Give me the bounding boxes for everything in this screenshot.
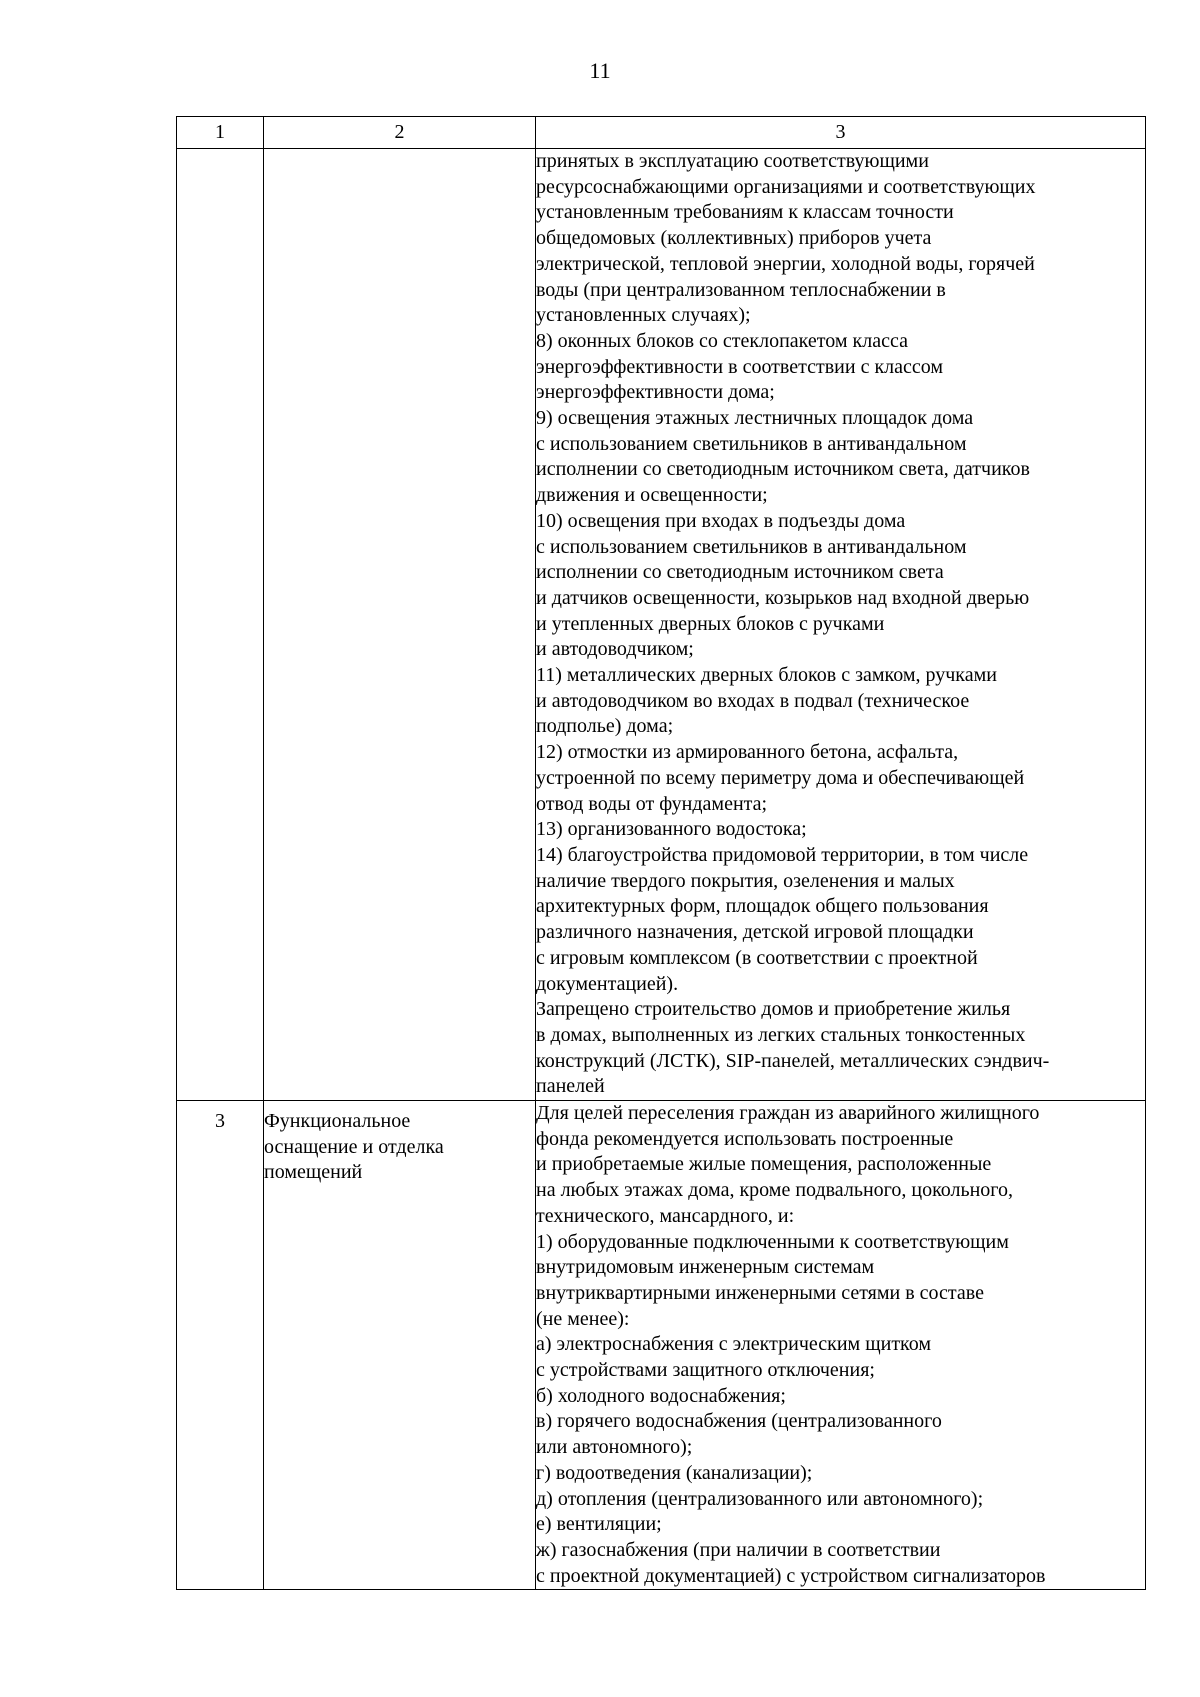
row-name-cell (264, 149, 536, 1101)
text-line: 12) отмостки из армированного бетона, асфальта, (536, 741, 959, 764)
text-line: и датчиков освещенности, козырьков над входной дверью (536, 586, 1030, 609)
text-line: электрической, тепловой энергии, холодной воды, горячей (536, 252, 1035, 275)
text-line: документацией). (536, 972, 679, 995)
text-line: исполнении со светодиодным источником света (536, 561, 944, 584)
text-line: общедомовых (коллективных) приборов учета (536, 227, 932, 250)
text-line: фонда рекомендуется использовать построенные (536, 1127, 954, 1150)
text-line: движения и освещенности; (536, 484, 768, 507)
text-line: с использованием светильников в антивандальном (536, 535, 967, 558)
text-line: ж) газоснабжения (при наличии в соответствии (536, 1538, 941, 1561)
text-line: технического, мансардного, и: (536, 1204, 795, 1227)
header-cell-3: 3 (536, 117, 1146, 149)
text-line: 8) оконных блоков со стеклопакетом класса (536, 329, 908, 352)
text-line: подполье) дома; (536, 715, 674, 738)
text-line: 1) оборудованные подключенными к соответствующим (536, 1230, 1009, 1253)
text-line: а) электроснабжения с электрическим щитком (536, 1333, 932, 1356)
text-line: внутриквартирными инженерными сетями в составе (536, 1281, 984, 1304)
text-line: и автодоводчиком; (536, 638, 694, 661)
text-line: е) вентиляции; (536, 1513, 662, 1536)
text-line: и автодоводчиком во входах в подвал (техническое (536, 689, 970, 712)
page-number: 11 (589, 58, 611, 83)
text-line: установленных случаях); (536, 304, 751, 327)
text-line: или автономного); (536, 1436, 693, 1459)
text-line: и утепленных дверных блоков с ручками (536, 612, 885, 635)
text-line: устроенной по всему периметру дома и обеспечивающей (536, 766, 1025, 789)
text-line: исполнении со светодиодным источником света, датчиков (536, 458, 1030, 481)
text-line: и приобретаемые жилые помещения, расположенные (536, 1153, 992, 1176)
row-number-cell (177, 149, 264, 1101)
requirements-table (176, 116, 1146, 1590)
row-name-cell (264, 1101, 536, 1590)
text-line: внутридомовым инженерным системам (536, 1256, 875, 1279)
text-line: установленным требованиям к классам точности (536, 201, 954, 224)
text-line: архитектурных форм, площадок общего пользования (536, 895, 989, 918)
text-line: панелей (536, 1075, 605, 1098)
text-line: конструкций (ЛСТК), SIP-панелей, металлических сэндвич- (536, 1049, 1050, 1072)
row-text-cell (536, 149, 1146, 1101)
table-header-row (177, 117, 1146, 149)
text-line: (не менее): (536, 1307, 630, 1330)
text-line: принятых в эксплуатацию соответствующими (536, 150, 929, 172)
header-cell-1: 1 (177, 117, 264, 149)
text-line: с использованием светильников в антивандальном (536, 432, 967, 455)
text-line: на любых этажах дома, кроме подвального, цокольного, (536, 1179, 1014, 1202)
text-line: помещений (264, 1161, 363, 1184)
text-line: отвод воды от фундамента; (536, 792, 768, 815)
header-cell-2: 2 (264, 117, 536, 149)
text-line: оснащение и отделка (264, 1135, 444, 1158)
text-line: энергоэффективности дома; (536, 381, 775, 404)
text-line: ресурсоснабжающими организациями и соответствующих (536, 175, 1036, 198)
text-line: наличие твердого покрытия, озеленения и малых (536, 869, 955, 892)
text-line: 10) освещения при входах в подъезды дома (536, 509, 906, 532)
text-line: в домах, выполненных из легких стальных тонкостенных (536, 1023, 1026, 1046)
text-line: различного назначения, детской игровой площадки (536, 921, 974, 944)
text-line: д) отопления (централизованного или автономного); (536, 1487, 984, 1510)
text-line: в) горячего водоснабжения (централизованного (536, 1410, 942, 1433)
text-line: 13) организованного водостока; (536, 818, 807, 841)
text-line: 9) освещения этажных лестничных площадок дома (536, 407, 974, 430)
text-line: с игровым комплексом (в соответствии с проектной (536, 946, 978, 969)
text-line: 11) металлических дверных блоков с замком, ручками (536, 664, 997, 687)
row-text-cell (536, 1101, 1146, 1590)
text-line: энергоэффективности в соответствии с классом (536, 355, 944, 378)
text-line: Для целей переселения граждан из аварийного жилищного (536, 1102, 1040, 1125)
table-row (177, 149, 1146, 1101)
text-line: Функциональное (264, 1110, 411, 1133)
text-line: г) водоотведения (канализации); (536, 1461, 813, 1484)
text-line: с устройствами защитного отключения; (536, 1359, 875, 1382)
table-row (177, 1101, 1146, 1590)
text-line: с проектной документацией) с устройством сигнализаторов (536, 1564, 1046, 1587)
text-line: 14) благоустройства придомовой территории, в том числе (536, 843, 1029, 866)
text-line: воды (при централизованном теплоснабжении в (536, 278, 946, 301)
row-number-cell: 3 (177, 1101, 264, 1590)
text-line: Запрещено строительство домов и приобретение жилья (536, 998, 1011, 1021)
text-line: б) холодного водоснабжения; (536, 1384, 786, 1407)
